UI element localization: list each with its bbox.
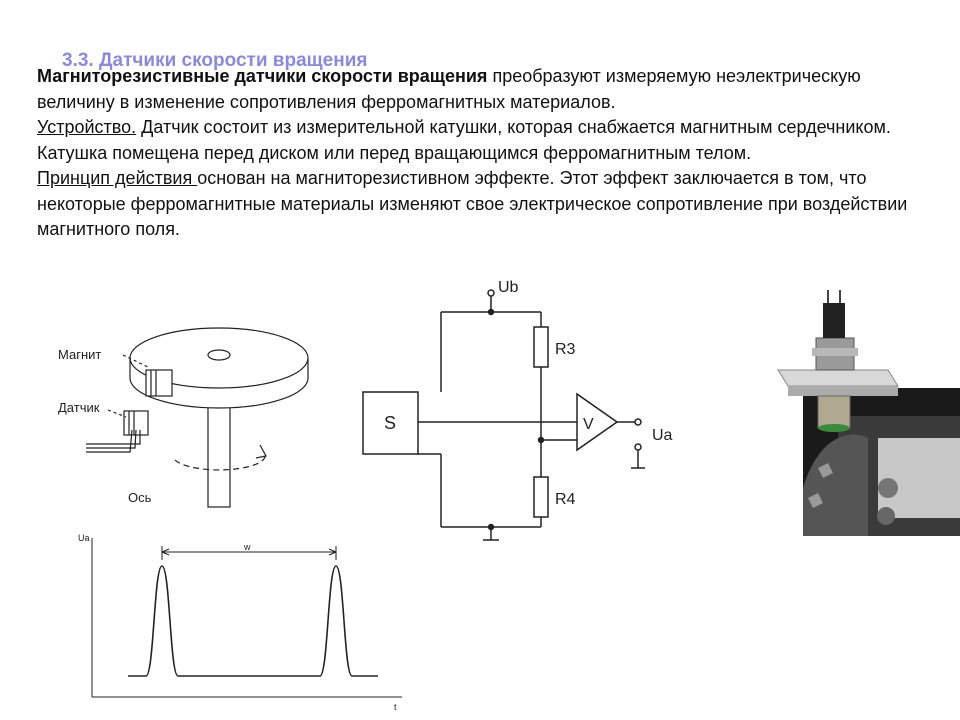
disk-diagram — [50, 300, 350, 525]
shaft — [208, 395, 230, 507]
magnet-label: Магнит — [58, 347, 102, 362]
principle-label: Принцип действия — [37, 168, 198, 188]
resistor-r3 — [534, 327, 548, 367]
waveform-graph — [78, 530, 408, 715]
sensor-photo-icon — [738, 288, 960, 536]
waveform-x-label: t — [394, 702, 397, 712]
principle-paragraph — [37, 166, 942, 243]
magnet-block — [146, 370, 172, 396]
device-paragraph — [37, 115, 942, 166]
sensor-label: Датчик — [58, 400, 100, 415]
circuit-diagram — [355, 272, 700, 552]
r3-label: R3 — [555, 341, 576, 358]
device-text: Датчик состоит из измерительной катушки, которая снабжается магнитным сердечником. Катушка помещена перед диском или перед вращающимся ферромагнитным телом. — [37, 117, 891, 163]
waveform-curve — [128, 566, 378, 676]
waveform-period-label: w — [244, 542, 251, 552]
axis-label: Ось — [128, 490, 152, 505]
resistor-r4 — [534, 477, 548, 517]
waveform-y-label: Ua — [78, 533, 90, 543]
supply-label: Ub — [498, 279, 519, 296]
intro-rest: преобразуют измеряемую неэлектрическую величину в изменение сопротивления ферромагнитных материалов. — [37, 66, 861, 112]
disk-hole — [208, 350, 230, 360]
intro-paragraph — [37, 64, 942, 115]
output-label: Ua — [652, 427, 673, 444]
amp-label: V — [583, 416, 594, 433]
device-label: Устройство. — [37, 117, 137, 137]
principle-text: основан на магниторезистивном эффекте. Этот эффект заключается в том, что некоторые ферромагнитные материалы изменяют свое электрическое сопротивление при воздействии магнитного поля. — [37, 168, 908, 239]
intro-bold: Магниторезистивные датчики скорости вращения — [37, 66, 488, 86]
circuit-sensor-label: S — [384, 413, 397, 433]
slide-heading: 3.3. Датчики скорости вращения — [62, 50, 368, 71]
slide-body — [37, 64, 942, 243]
r4-label: R4 — [555, 491, 576, 508]
